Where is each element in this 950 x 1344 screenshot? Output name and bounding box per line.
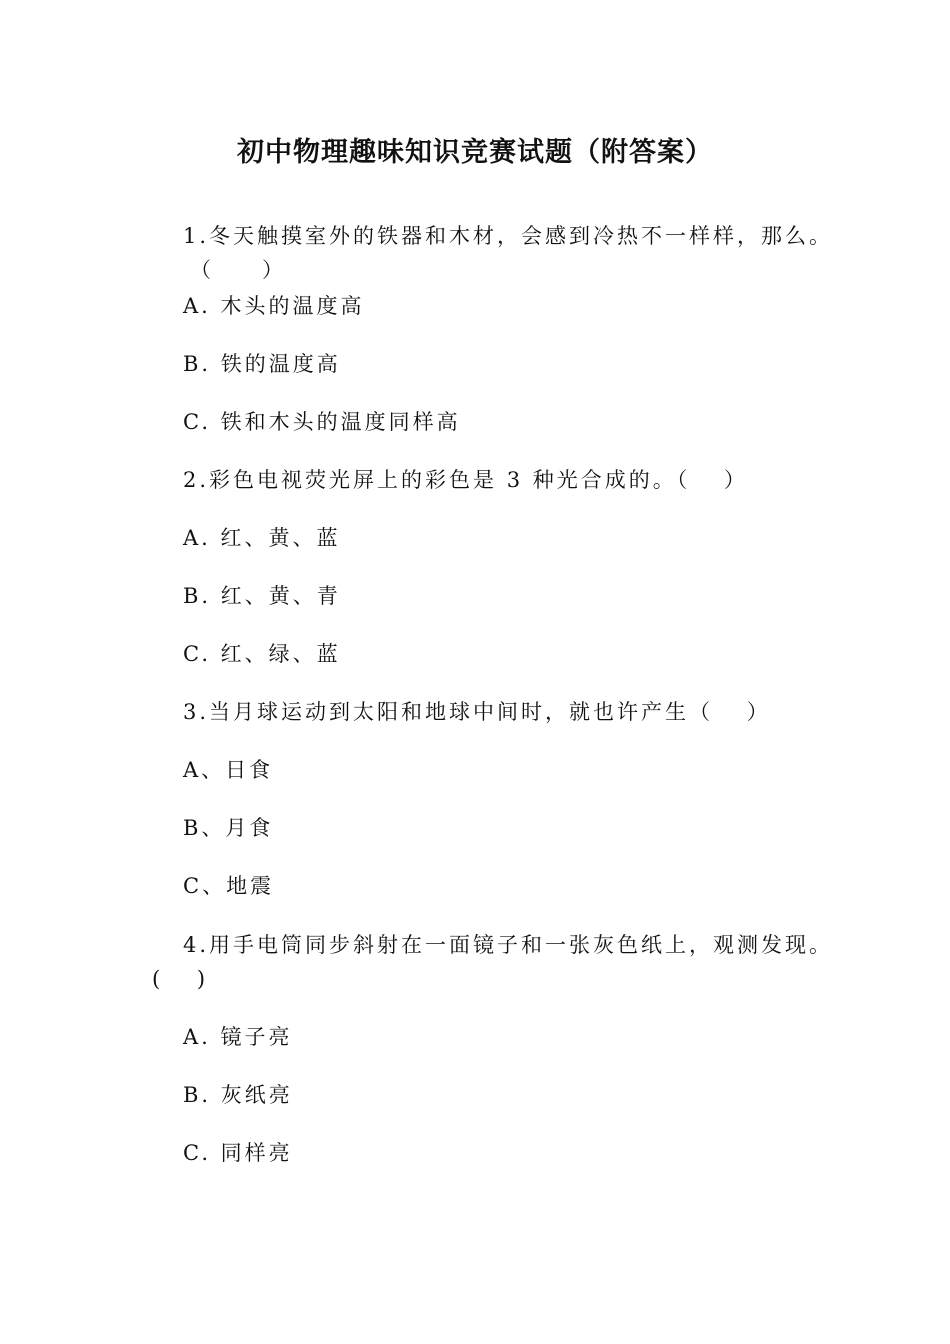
question-2-option-c: C. 红、绿、蓝 [183,642,341,666]
question-1-stem: 1.冬天触摸室外的铁器和木材，会感到冷热不一样样，那么。 [183,224,834,248]
question-4-option-a: A. 镜子亮 [183,1025,293,1049]
question-1-option-c: C. 铁和木头的温度同样高 [183,410,461,434]
question-4-option-b: B. 灰纸亮 [183,1083,293,1107]
question-2-option-b: B. 红、黄、青 [183,584,341,608]
question-4-stem: 4.用手电筒同步斜射在一面镜子和一张灰色纸上，观测发现。 [183,933,834,957]
question-4-option-c: C. 同样亮 [183,1141,293,1165]
question-3-option-b: B、月食 [183,816,274,840]
question-4-answer-blank: ( ) [152,967,209,991]
question-1-answer-blank: （ ） [190,258,286,282]
question-3-stem: 3.当月球运动到太阳和地球中间时，就也许产生（ ） [183,700,771,724]
document-title: 初中物理趣味知识竞赛试题（附答案） [237,137,713,168]
question-2-stem: 2.彩色电视荧光屏上的彩色是 3 种光合成的。（ ） [183,468,748,492]
question-2-option-a: A. 红、黄、蓝 [183,526,341,550]
question-3-option-a: A、日食 [183,758,274,782]
question-1-option-a: A. 木头的温度高 [183,294,365,318]
question-1-option-b: B. 铁的温度高 [183,352,341,376]
question-3-option-c: C、地震 [183,874,275,898]
